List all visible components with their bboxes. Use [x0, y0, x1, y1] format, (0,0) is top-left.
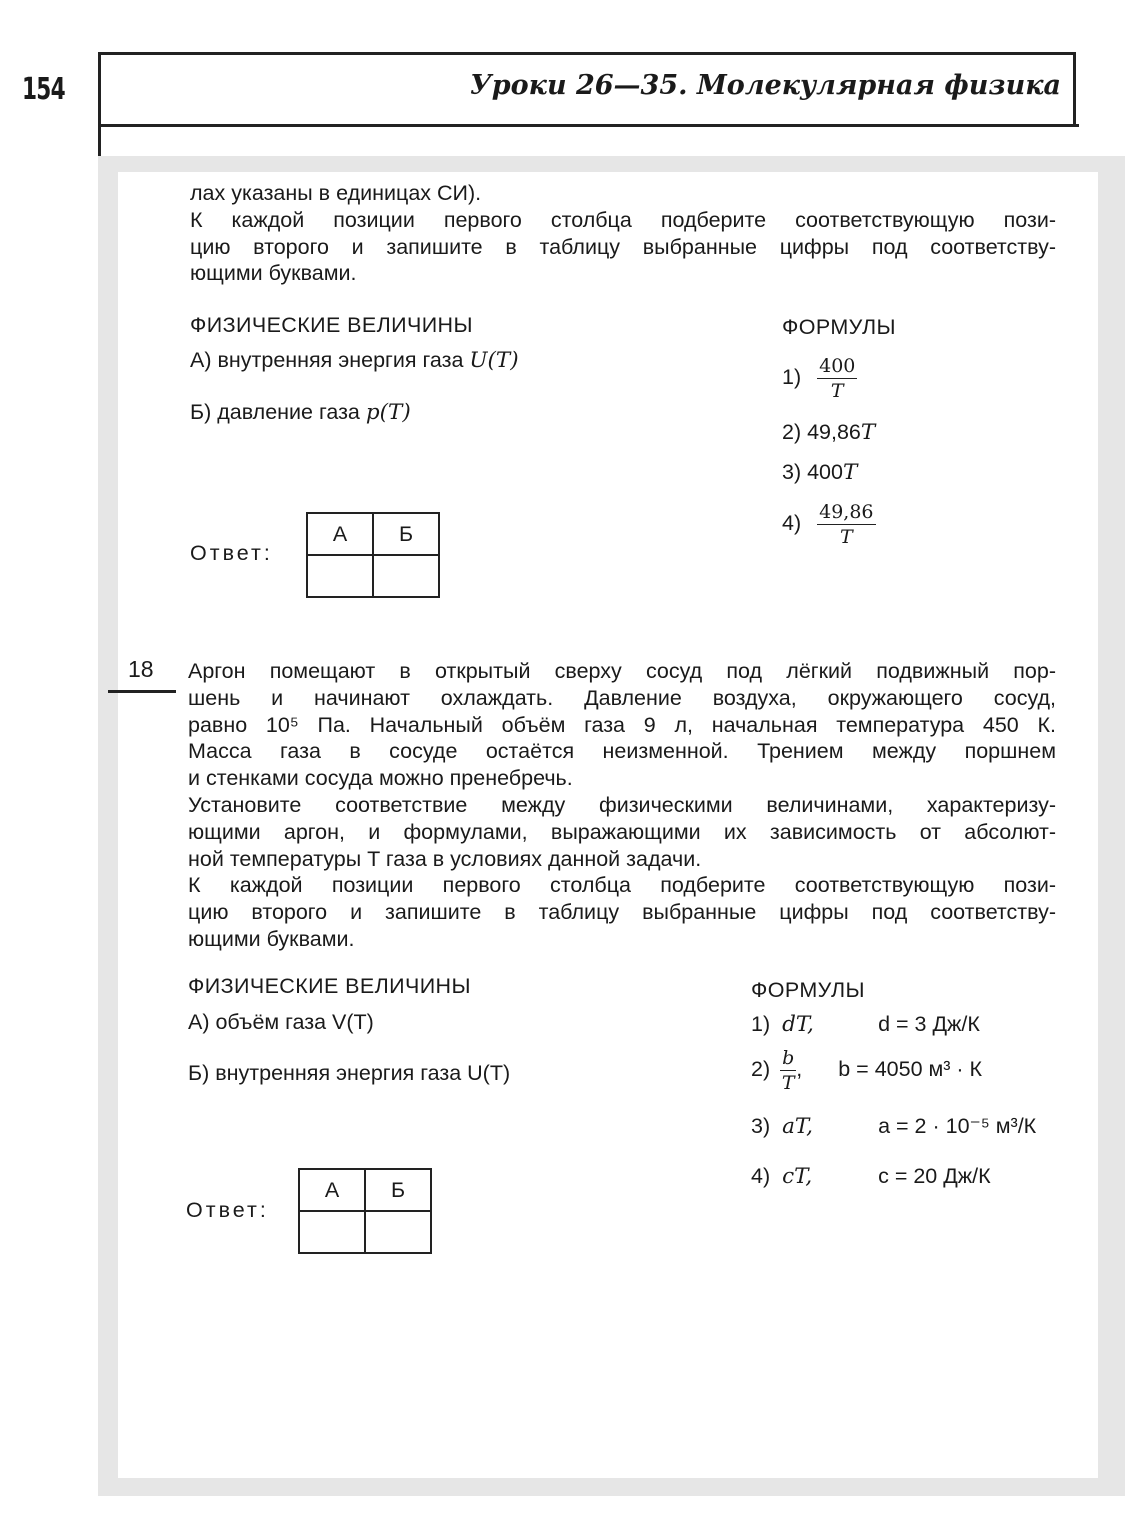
- header-rule: [98, 124, 1079, 127]
- task-number: 18: [128, 656, 154, 682]
- answer-header-a: А: [307, 513, 373, 555]
- formula-1-const: d = 3 Дж/К: [878, 1012, 980, 1036]
- answer-header-a: А: [299, 1169, 365, 1211]
- formula-1-expr: dT,: [782, 1012, 814, 1037]
- quantity-b-symbol: p(T): [365, 400, 411, 425]
- formula-2-comma: ,: [796, 1057, 803, 1082]
- text-line: К каждой позиции первого столбца подберите соответствующую пози-: [190, 207, 1056, 232]
- text-line: К каждой позиции первого столбца подберите соответствующую пози-: [188, 873, 1056, 898]
- answer-label: Ответ:: [186, 1198, 269, 1222]
- text-line: Аргон помещают в открытый сверху сосуд под лёгкий подвижный пор-: [188, 659, 1056, 683]
- formula-3: [751, 1114, 1036, 1139]
- text-line: ющими буквами.: [188, 926, 355, 951]
- continuation-text: [190, 180, 1056, 287]
- text-line: цию второго и запишите в таблицу выбранные цифры под соответству-: [188, 900, 1056, 925]
- text-line: и стенками сосуда можно пренебречь.: [188, 766, 573, 791]
- answer-cell-a[interactable]: [307, 555, 373, 597]
- formula-1-label: 1): [782, 365, 802, 390]
- formula-2-numerator: b: [782, 1047, 795, 1069]
- answer-table: [298, 1168, 432, 1254]
- text-line: равно 10⁵ Па. Начальный объём газа 9 л, начальная температура 450 К.: [188, 712, 1056, 737]
- formula-4-label: 4): [782, 511, 802, 536]
- quantity-b: Б) внутренняя энергия газа U(T): [188, 1061, 511, 1085]
- formula-1-denominator: T: [830, 380, 844, 402]
- quantity-a: А) объём газа V(T): [188, 1010, 374, 1034]
- formula-3: [782, 460, 857, 485]
- formula-3-const: a = 2 · 10⁻⁵ м³/К: [878, 1114, 1037, 1138]
- formula-1: [782, 354, 857, 403]
- text-line: ной температуры T газа в условиях данной задачи.: [188, 846, 702, 871]
- formula-1-label: 1): [751, 1012, 771, 1036]
- answer-header-b: Б: [373, 513, 439, 555]
- formula-4-fraction: [817, 500, 875, 549]
- quantity-b: [190, 400, 411, 425]
- formula-3-var: T: [842, 460, 858, 485]
- formula-4: [751, 1164, 991, 1189]
- formula-3-expr: aT,: [782, 1114, 813, 1139]
- text-line: Установите соответствие между физическими величинами, характеризу-: [188, 792, 1056, 817]
- quantity-a-text: А) внутренняя энергия газа: [190, 348, 464, 372]
- formula-4-denominator: T: [839, 526, 853, 548]
- formula-2-label: 2) 49,86: [782, 420, 861, 444]
- formula-3-label: 3): [751, 1114, 771, 1138]
- formula-1-numerator: 400: [819, 355, 856, 377]
- formula-2: [782, 420, 875, 445]
- formula-2: [751, 1046, 982, 1095]
- text-line: ющими аргон, и формулами, выражающими их зависимость от абсолют-: [188, 819, 1056, 844]
- formula-2-var: T: [860, 420, 876, 445]
- formulas-heading: ФОРМУЛЫ: [751, 978, 865, 1002]
- formula-2-denominator: T: [781, 1072, 795, 1094]
- quantity-b-text: Б) давление газа: [190, 400, 360, 424]
- formulas-heading: ФОРМУЛЫ: [782, 315, 896, 339]
- text-line: цию второго и запишите в таблицу выбранные цифры под соответству-: [190, 234, 1056, 259]
- formula-4-const: c = 20 Дж/К: [878, 1164, 991, 1188]
- formula-4: [782, 500, 876, 549]
- answer-cell-b[interactable]: [365, 1211, 431, 1253]
- formula-2-fraction: [780, 1046, 796, 1095]
- text-line: шень и начинают охлаждать. Давление воздуха, окружающего сосуд,: [188, 685, 1056, 710]
- text-line: Масса газа в сосуде остаётся неизменной. Трением между поршнем: [188, 739, 1056, 764]
- formula-2-label: 2): [751, 1057, 771, 1082]
- running-title: Уроки 26—35. Молекулярная физика: [469, 70, 1061, 101]
- formula-1: [751, 1012, 980, 1037]
- task-number-rule: [108, 690, 176, 693]
- formula-2-const: b = 4050 м³ · К: [838, 1057, 983, 1082]
- answer-label: Ответ:: [190, 541, 273, 565]
- header-tick: [98, 126, 101, 156]
- quantities-heading: ФИЗИЧЕСКИЕ ВЕЛИЧИНЫ: [190, 313, 473, 337]
- formula-4-label: 4): [751, 1164, 771, 1188]
- page-number: 154: [22, 72, 65, 107]
- answer-cell-a[interactable]: [299, 1211, 365, 1253]
- formula-3-label: 3) 400: [782, 460, 843, 484]
- text-line: ющими буквами.: [190, 261, 357, 286]
- task-18-text: [188, 658, 1056, 953]
- answer-header-b: Б: [365, 1169, 431, 1211]
- quantities-heading: ФИЗИЧЕСКИЕ ВЕЛИЧИНЫ: [188, 974, 471, 998]
- answer-cell-b[interactable]: [373, 555, 439, 597]
- text-line: лах указаны в единицах СИ).: [190, 181, 482, 205]
- quantity-a-symbol: U(T): [469, 348, 519, 373]
- quantity-a: [190, 348, 519, 373]
- formula-4-numerator: 49,86: [819, 501, 874, 523]
- answer-table: [306, 512, 440, 598]
- formula-1-fraction: [817, 354, 857, 403]
- formula-4-expr: cT,: [782, 1164, 813, 1189]
